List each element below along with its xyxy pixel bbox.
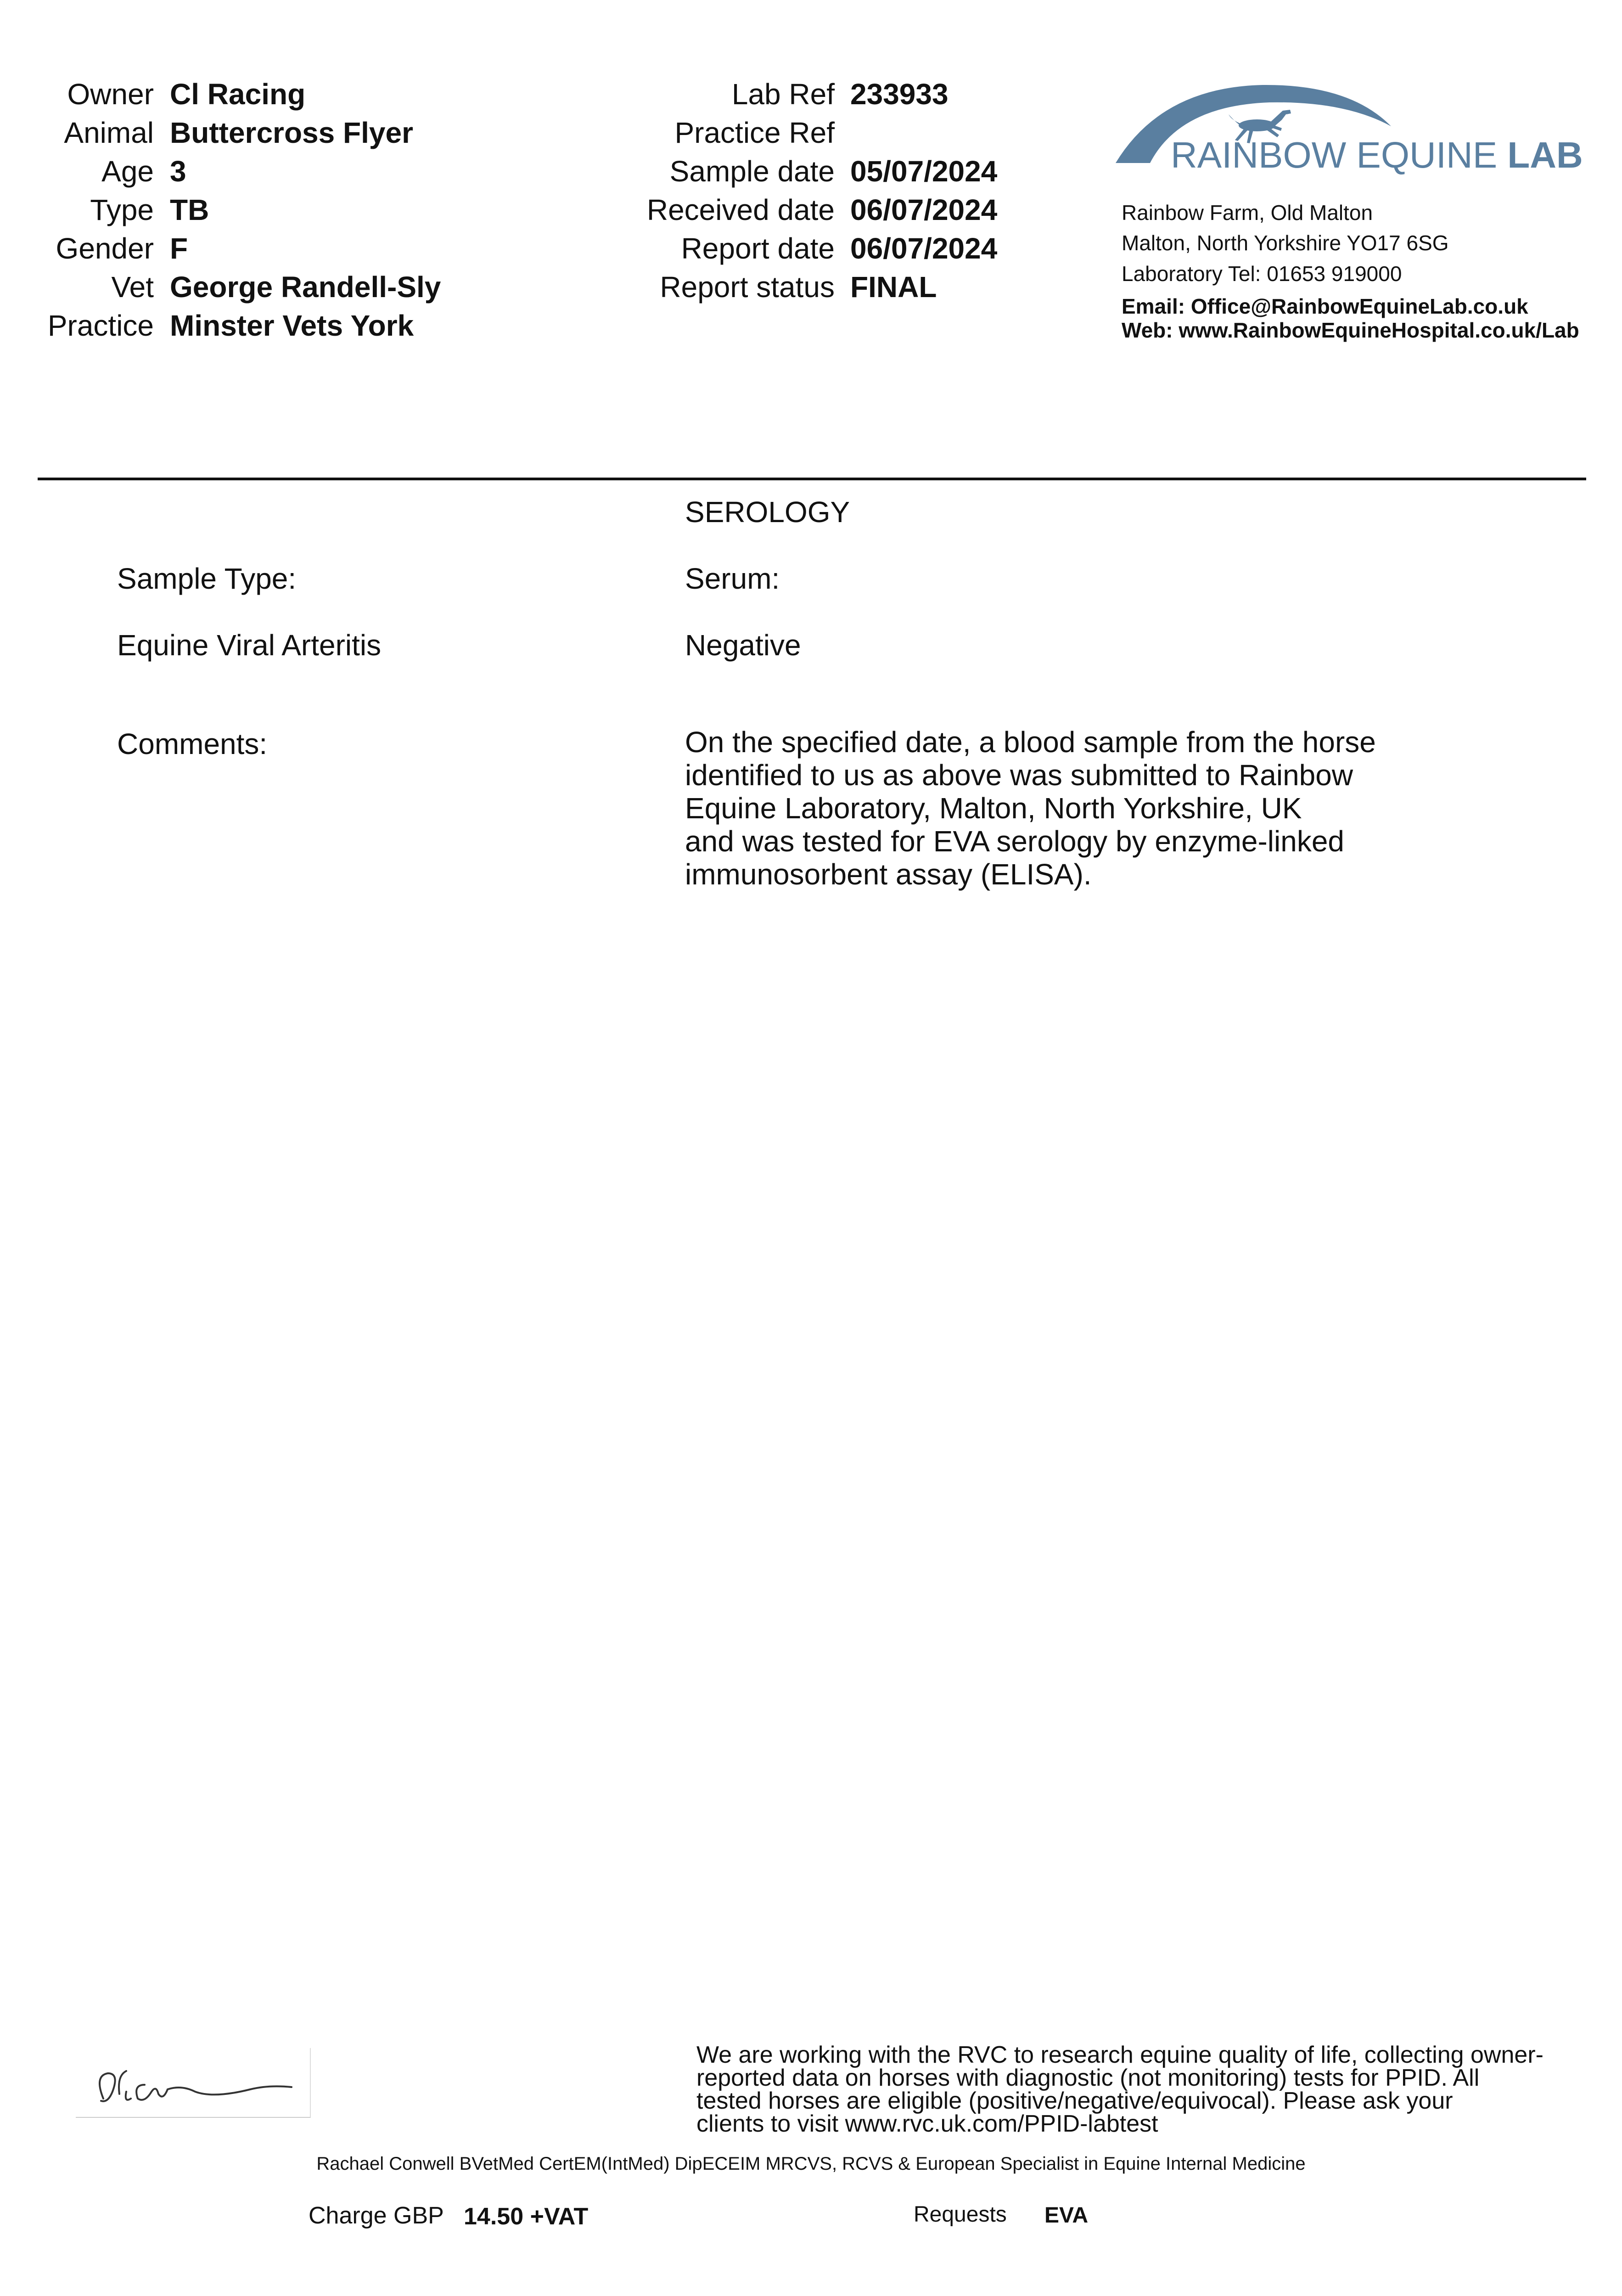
animal-value: Buttercross Flyer	[170, 116, 413, 149]
received-date-value: 06/07/2024	[850, 193, 998, 226]
comments-line: immunosorbent assay (ELISA).	[685, 858, 1092, 891]
age-label: Age	[101, 155, 154, 188]
comments-label: Comments:	[117, 727, 268, 760]
sample-type-label: Sample Type:	[117, 562, 297, 595]
sample-date-label: Sample date	[669, 155, 835, 188]
lab-ref-label: Lab Ref	[731, 78, 835, 111]
type-value: TB	[170, 193, 209, 226]
comments-line: On the specified date, a blood sample from the horse	[685, 726, 1376, 759]
report-status-label: Report status	[660, 270, 835, 304]
sample-date-value: 05/07/2024	[850, 155, 998, 188]
lab-ref-value: 233933	[850, 78, 949, 111]
lab-web: Web: www.RainbowEquineHospital.co.uk/Lab	[1122, 318, 1579, 342]
logo-wordmark: RAINBOW EQUINE LAB	[1171, 135, 1583, 175]
practice-value: Minster Vets York	[170, 309, 414, 342]
rvc-line: We are working with the RVC to research equine quality of life, collecting owner-	[696, 2042, 1543, 2068]
practice-ref-label: Practice Ref	[674, 116, 835, 149]
gender-value: F	[170, 232, 188, 265]
comments-line: Equine Laboratory, Malton, North Yorkshire, UK	[685, 792, 1302, 825]
requests-value: EVA	[1044, 2203, 1089, 2228]
lab-telephone: Laboratory Tel: 01653 919000	[1122, 262, 1402, 286]
lab-address-line-1: Rainbow Farm, Old Malton	[1122, 201, 1373, 225]
report-status-value: FINAL	[850, 270, 937, 304]
report-date-value: 06/07/2024	[850, 232, 998, 265]
age-value: 3	[170, 155, 186, 188]
gender-label: Gender	[56, 232, 154, 265]
signatory-qualifications: Rachael Conwell BVetMed CertEM(IntMed) DipECEIM MRCVS, RCVS & European Specialist in Equine Internal Medicine	[316, 2154, 1306, 2174]
rainbow-equine-lab-logo	[1111, 76, 1583, 186]
requests-label: Requests	[914, 2202, 1007, 2227]
lab-address-line-2: Malton, North Yorkshire YO17 6SG	[1122, 231, 1449, 255]
test-name: Equine Viral Arteritis	[117, 629, 382, 662]
charge-label: Charge GBP	[309, 2202, 444, 2229]
report-date-label: Report date	[681, 232, 835, 265]
type-label: Type	[90, 193, 154, 226]
signature-scribble	[76, 2048, 310, 2117]
comments-text	[685, 726, 1488, 891]
header-divider	[38, 478, 1586, 480]
rvc-research-notice	[696, 2043, 1596, 2135]
test-result: Negative	[685, 629, 801, 662]
received-date-label: Received date	[646, 193, 835, 226]
section-title: SEROLOGY	[685, 495, 850, 529]
rvc-line: clients to visit www.rvc.uk.com/PPID-labtest	[696, 2110, 1158, 2137]
comments-line: and was tested for EVA serology by enzyme-linked	[685, 825, 1344, 858]
rvc-line: tested horses are eligible (positive/negative/equivocal). Please ask your	[696, 2088, 1453, 2114]
sample-type-value: Serum:	[685, 562, 780, 595]
rvc-line: reported data on horses with diagnostic (not monitoring) tests for PPID. All	[696, 2065, 1480, 2091]
vet-label: Vet	[111, 270, 154, 304]
animal-label: Animal	[64, 116, 154, 149]
lab-email: Email: Office@RainbowEquineLab.co.uk	[1122, 294, 1528, 318]
practice-label: Practice	[47, 309, 154, 342]
owner-value: Cl Racing	[170, 78, 306, 111]
vet-value: George Randell-Sly	[170, 270, 441, 304]
charge-value: 14.50 +VAT	[464, 2203, 589, 2230]
signature	[76, 2048, 311, 2118]
owner-label: Owner	[67, 78, 154, 111]
comments-line: identified to us as above was submitted to Rainbow	[685, 759, 1353, 792]
